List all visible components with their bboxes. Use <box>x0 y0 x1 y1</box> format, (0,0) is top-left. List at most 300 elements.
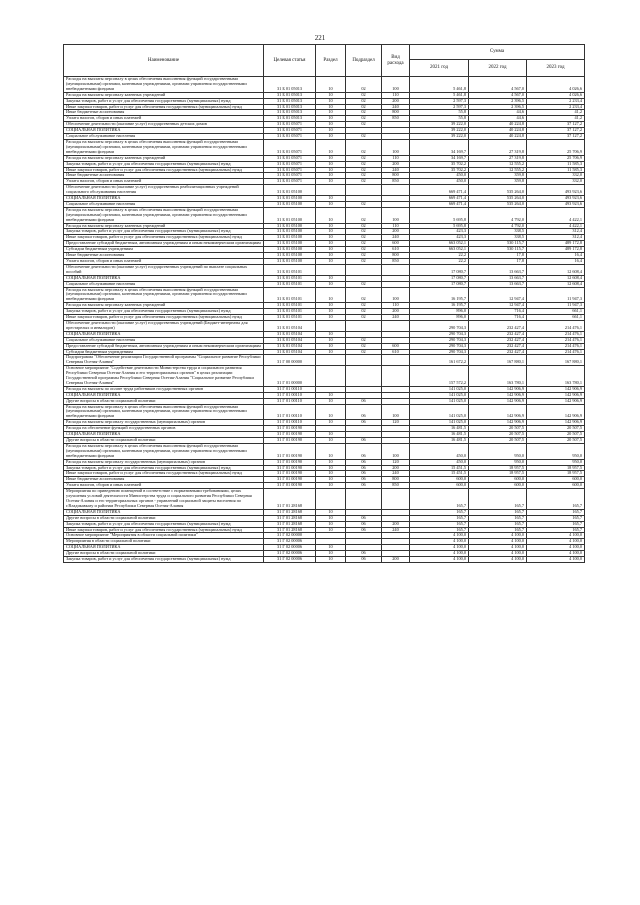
cell-2022: 165,7 <box>469 515 527 521</box>
cell-2021: 165,7 <box>410 527 469 533</box>
header-target: Целевая статья <box>264 45 316 77</box>
cell-subsection: 02 <box>346 201 382 207</box>
cell-2023: 332,0 <box>527 179 585 185</box>
cell-2023: 4 100,0 <box>527 539 585 545</box>
cell-2022: 27 319,8 <box>469 139 527 155</box>
cell-2022: 142 906,9 <box>469 420 527 426</box>
cell-2023: 4 422,1 <box>527 223 585 229</box>
cell-2022: 165,7 <box>469 509 527 515</box>
cell-name: Расходы на выплаты по оплате труда работников государственных органов <box>64 386 264 392</box>
cell-2021: 423,3 <box>410 235 469 241</box>
cell-target: 31 Г 02 00000 <box>264 533 316 539</box>
cell-target: 31 Б 01 05101 <box>264 264 316 275</box>
cell-2023: 12 608,4 <box>527 264 585 275</box>
cell-name: СОЦИАЛЬНАЯ ПОЛИТИКА <box>64 128 264 134</box>
cell-target: 31 Б 01 05100 <box>264 259 316 265</box>
cell-subsection: 02 <box>346 134 382 140</box>
cell-subsection: 02 <box>346 173 382 179</box>
cell-subsection: 06 <box>346 404 382 420</box>
cell-2022: 2 396,5 <box>469 104 527 110</box>
cell-expense-type: 800 <box>382 110 410 116</box>
cell-subsection: 02 <box>346 104 382 110</box>
cell-2021: 5 695,8 <box>410 207 469 223</box>
cell-target: 31 Б 01 05071 <box>264 139 316 155</box>
cell-section: 10 <box>316 392 346 398</box>
cell-target: 31 Б 01 05101 <box>264 287 316 303</box>
cell-2023: 20 507,5 <box>527 432 585 438</box>
cell-target: 31 Г 01 00110 <box>264 386 316 392</box>
cell-expense-type: 240 <box>382 167 410 173</box>
cell-2023: 214 476,1 <box>527 320 585 331</box>
cell-section: 10 <box>316 551 346 557</box>
cell-2022: 530 115,7 <box>469 247 527 253</box>
page-number: 221 <box>314 34 326 42</box>
cell-2022: 163 780,1 <box>469 366 527 387</box>
cell-name: Закупка товаров, работ и услуг для обеспечения государственных (муниципальных) нужд <box>64 229 264 235</box>
cell-target: 31 Б 01 05100 <box>264 223 316 229</box>
cell-target: 31 Г 01 00190 <box>264 443 316 459</box>
cell-name: Расходы на выплаты персоналу в целях обеспечения выполнения функций государственными (муниципальными) органами, казенными учреждениями, органами управления государственными внебюджетными фондами <box>64 404 264 420</box>
cell-2021: 450,0 <box>410 173 469 179</box>
cell-2021: 157 572,2 <box>410 366 469 387</box>
cell-section: 10 <box>316 509 346 515</box>
cell-2022: 165,7 <box>469 527 527 533</box>
cell-2022: 4 100,0 <box>469 533 527 539</box>
cell-expense-type: 610 <box>382 349 410 355</box>
cell-2022: 20 507,5 <box>469 426 527 432</box>
cell-2021: 450,0 <box>410 459 469 465</box>
cell-name: Подпрограмма "Обеспечение реализации Государственной программы "Социальное развитие Республики Северная Осетия-Алания" <box>64 355 264 366</box>
table-row <box>64 207 585 223</box>
cell-2022: 40 224,8 <box>469 122 527 128</box>
cell-2023: 165,7 <box>527 515 585 521</box>
cell-name: Закупка товаров, работ и услуг для обеспечения государственных (муниципальных) нужд <box>64 98 264 104</box>
cell-2021: 669 471,4 <box>410 196 469 202</box>
cell-2023: 493 923,6 <box>527 185 585 196</box>
cell-2022: 17,8 <box>469 259 527 265</box>
cell-name: Основное мероприятие "Содействие деятельности Министерства труда и социального развития Республики Северная Осетия-Алания и его территориальных органов" в целях реализации Государственной программы Республики Северная Осетия-Алания "Социальное развитие Республики Северная Осетия-Алания" <box>64 366 264 387</box>
cell-section: 10 <box>316 398 346 404</box>
cell-subsection: 02 <box>346 179 382 185</box>
cell-target: 31 Б 01 05101 <box>264 281 316 287</box>
table-row <box>64 443 585 459</box>
cell-2021: 669 471,4 <box>410 201 469 207</box>
cell-2022: 40 224,8 <box>469 134 527 140</box>
cell-name: Расходы на выплаты персоналу в целях обеспечения выполнения функций государственными (муниципальными) органами, казенными учреждениями, органами управления государственными внебюджетными фондами <box>64 207 264 223</box>
table-body <box>64 77 585 563</box>
cell-subsection: 02 <box>346 167 382 173</box>
table-row <box>64 320 585 331</box>
cell-section: 10 <box>316 139 346 155</box>
cell-section: 10 <box>316 92 346 98</box>
cell-2021: 896,0 <box>410 315 469 321</box>
cell-target: 31 Б 01 05100 <box>264 229 316 235</box>
cell-section <box>316 489 346 510</box>
cell-expense-type: 240 <box>382 315 410 321</box>
cell-section: 10 <box>316 315 346 321</box>
cell-2021: 2 597,3 <box>410 104 469 110</box>
cell-expense-type: 240 <box>382 471 410 477</box>
cell-target: 31 Б 01 05100 <box>264 185 316 196</box>
cell-2023: 16,4 <box>527 253 585 259</box>
cell-2023: 18 957,5 <box>527 465 585 471</box>
cell-2021: 5 461,8 <box>410 77 469 93</box>
cell-target: 31 Б 01 05100 <box>264 253 316 259</box>
cell-target: 31 Б 01 05013 <box>264 77 316 93</box>
cell-subsection: 02 <box>346 253 382 259</box>
cell-2023: 37 127,2 <box>527 134 585 140</box>
cell-subsection: 02 <box>346 337 382 343</box>
cell-2021: 165,7 <box>410 515 469 521</box>
cell-2021: 17 080,7 <box>410 281 469 287</box>
cell-target: 31 Б 01 05071 <box>264 122 316 128</box>
cell-subsection: 02 <box>346 122 382 128</box>
cell-2021: 16 481,5 <box>410 426 469 432</box>
cell-subsection: 02 <box>346 247 382 253</box>
cell-2021: 22,2 <box>410 253 469 259</box>
cell-2021: 17 080,7 <box>410 264 469 275</box>
cell-target: 31 Б 01 05104 <box>264 349 316 355</box>
cell-name: СОЦИАЛЬНАЯ ПОЛИТИКА <box>64 275 264 281</box>
cell-expense-type: 850 <box>382 259 410 265</box>
cell-2021: 896,0 <box>410 309 469 315</box>
cell-2022: 232 427,4 <box>469 337 527 343</box>
cell-2023: 41,2 <box>527 116 585 122</box>
cell-expense-type: 100 <box>382 207 410 223</box>
cell-section: 10 <box>316 303 346 309</box>
table-row <box>64 77 585 93</box>
cell-expense-type: 850 <box>382 179 410 185</box>
cell-subsection: 02 <box>346 281 382 287</box>
cell-2021: 16 195,7 <box>410 287 469 303</box>
table-row <box>64 139 585 155</box>
cell-name: Расходы на выплаты персоналу казенных учреждений <box>64 92 264 98</box>
cell-2021: 161 672,2 <box>410 355 469 366</box>
cell-2021: 4 100,0 <box>410 557 469 563</box>
cell-2022: 338,5 <box>469 229 527 235</box>
cell-target: 31 Б 01 05071 <box>264 128 316 134</box>
cell-2021: 165,7 <box>410 509 469 515</box>
cell-name: Другие вопросы в области социальной политики <box>64 551 264 557</box>
cell-section: 10 <box>316 247 346 253</box>
cell-name: СОЦИАЛЬНАЯ ПОЛИТИКА <box>64 196 264 202</box>
cell-2021: 165,7 <box>410 521 469 527</box>
table-row <box>64 489 585 510</box>
cell-target: 31 Г 01 00190 <box>264 483 316 489</box>
cell-subsection: 06 <box>346 515 382 521</box>
cell-target: 31 Г 01 00190 <box>264 438 316 444</box>
cell-section: 10 <box>316 459 346 465</box>
cell-section: 10 <box>316 155 346 161</box>
cell-expense-type: 110 <box>382 303 410 309</box>
cell-section: 10 <box>316 77 346 93</box>
cell-2021: 55,8 <box>410 116 469 122</box>
cell-2022: 4 100,0 <box>469 557 527 563</box>
cell-subsection <box>346 185 382 196</box>
cell-2023: 142 906,9 <box>527 398 585 404</box>
cell-section <box>316 185 346 196</box>
cell-2021: 16 481,5 <box>410 432 469 438</box>
cell-section: 10 <box>316 443 346 459</box>
cell-section: 10 <box>316 167 346 173</box>
cell-subsection: 02 <box>346 161 382 167</box>
cell-2022: 18 957,5 <box>469 465 527 471</box>
cell-2021: 39 222,0 <box>410 128 469 134</box>
cell-2023: 4 100,0 <box>527 545 585 551</box>
cell-2022: 142 906,9 <box>469 404 527 420</box>
cell-expense-type: 100 <box>382 287 410 303</box>
cell-2022: 535 264,0 <box>469 201 527 207</box>
cell-target: 31 Б 01 05100 <box>264 235 316 241</box>
cell-target: 31 Г 01 00000 <box>264 366 316 387</box>
cell-subsection: 02 <box>346 110 382 116</box>
cell-2023: 4 026,6 <box>527 77 585 93</box>
cell-target: 31 Б 01 05100 <box>264 201 316 207</box>
cell-subsection: 06 <box>346 438 382 444</box>
cell-subsection <box>346 489 382 510</box>
cell-2021: 39 222,0 <box>410 122 469 128</box>
cell-name: Расходы на выплаты персоналу казенных учреждений <box>64 155 264 161</box>
cell-2023: 312,4 <box>527 229 585 235</box>
cell-section: 10 <box>316 545 346 551</box>
cell-2022: 359,8 <box>469 173 527 179</box>
cell-expense-type: 850 <box>382 116 410 122</box>
cell-section: 10 <box>316 122 346 128</box>
cell-subsection: 02 <box>346 77 382 93</box>
table-row <box>64 557 585 563</box>
cell-2022: 716,4 <box>469 315 527 321</box>
cell-2021: 17 080,7 <box>410 275 469 281</box>
cell-subsection: 06 <box>346 443 382 459</box>
cell-expense-type: 100 <box>382 443 410 459</box>
cell-target: 31 Б 01 05013 <box>264 98 316 104</box>
cell-subsection: 06 <box>346 420 382 426</box>
cell-2023: 25 706,9 <box>527 155 585 161</box>
table-header <box>64 45 585 77</box>
cell-expense-type: 240 <box>382 527 410 533</box>
cell-2022: 950,0 <box>469 443 527 459</box>
cell-2021: 165,7 <box>410 489 469 510</box>
cell-2023: 167 880,1 <box>527 355 585 366</box>
cell-2021: 450,0 <box>410 179 469 185</box>
cell-subsection <box>346 355 382 366</box>
header-2023: 2023 год <box>527 60 585 77</box>
cell-expense-type: 600 <box>382 343 410 349</box>
cell-2023: 11 947,3 <box>527 303 585 309</box>
cell-target: 31 Б 01 05101 <box>264 303 316 309</box>
cell-2023: 950,0 <box>527 443 585 459</box>
cell-2023: 11 947,3 <box>527 287 585 303</box>
cell-target: 31 Г 01 00190 <box>264 432 316 438</box>
cell-2023: 41,2 <box>527 110 585 116</box>
cell-2023: 12 608,4 <box>527 275 585 281</box>
cell-2022: 44,6 <box>469 110 527 116</box>
cell-name: Уплата налогов, сборов и иных платежей <box>64 179 264 185</box>
cell-name: Иные бюджетные ассигнования <box>64 173 264 179</box>
cell-2023: 142 906,9 <box>527 420 585 426</box>
cell-name: Иные закупки товаров, работ и услуг для обеспечения государственных (муниципальных) нужд <box>64 235 264 241</box>
cell-2022: 530 115,7 <box>469 241 527 247</box>
cell-2023: 4 100,0 <box>527 551 585 557</box>
cell-target: 31 Б 01 05071 <box>264 179 316 185</box>
cell-section: 10 <box>316 116 346 122</box>
cell-2023: 493 923,6 <box>527 201 585 207</box>
cell-2023: 214 476,1 <box>527 343 585 349</box>
cell-2021: 290 704,3 <box>410 349 469 355</box>
cell-2023: 142 906,9 <box>527 392 585 398</box>
cell-name: Расходы на выплаты персоналу казенных учреждений <box>64 223 264 229</box>
cell-subsection: 02 <box>346 315 382 321</box>
cell-expense-type <box>382 489 410 510</box>
cell-name: Иные закупки товаров, работ и услуг для обеспечения государственных (муниципальных) нужд <box>64 315 264 321</box>
cell-target: 31 Г 01 00190 <box>264 459 316 465</box>
cell-expense-type: 610 <box>382 247 410 253</box>
header-2021: 2021 год <box>410 60 469 77</box>
cell-section: 10 <box>316 110 346 116</box>
cell-subsection: 02 <box>346 116 382 122</box>
cell-2021: 5 695,8 <box>410 223 469 229</box>
cell-target: 31 Б 01 05100 <box>264 207 316 223</box>
cell-subsection: 02 <box>346 259 382 265</box>
cell-2023: 11 585,3 <box>527 167 585 173</box>
cell-name: Обеспечение деятельности (оказание услуг) государственных учреждений (Бюджет-интернаты для престарелых и инвалидов) <box>64 320 264 331</box>
cell-section: 10 <box>316 557 346 563</box>
cell-2023: 950,0 <box>527 459 585 465</box>
cell-name: Обеспечение деятельности (оказание услуг) государственных реабилитационных учреждений социального обслуживания населения <box>64 185 264 196</box>
cell-section: 10 <box>316 331 346 337</box>
cell-section: 10 <box>316 483 346 489</box>
cell-2023: 20 507,5 <box>527 438 585 444</box>
cell-2022: 44,6 <box>469 116 527 122</box>
cell-2023: 4 026,6 <box>527 92 585 98</box>
cell-2022: 12 947,4 <box>469 287 527 303</box>
cell-2022: 232 427,4 <box>469 331 527 337</box>
cell-section: 10 <box>316 223 346 229</box>
header-subsection: Подраздел <box>346 45 382 77</box>
cell-name: Иные бюджетные ассигнования <box>64 253 264 259</box>
cell-target: 31 Б 01 05013 <box>264 110 316 116</box>
cell-target: 31 Г 01 00190 <box>264 426 316 432</box>
cell-2022: 142 906,9 <box>469 392 527 398</box>
cell-section: 10 <box>316 515 346 521</box>
cell-section: 10 <box>316 465 346 471</box>
cell-section <box>316 355 346 366</box>
cell-section <box>316 320 346 331</box>
cell-name: Другие вопросы в области социальной политики <box>64 398 264 404</box>
cell-target: 31 Б 01 05104 <box>264 337 316 343</box>
cell-2022: 232 427,4 <box>469 349 527 355</box>
cell-name: Уплата налогов, сборов и иных платежей <box>64 259 264 265</box>
cell-2021: 4 100,0 <box>410 539 469 545</box>
cell-name: Расходы на выплаты персоналу в целях обеспечения выполнения функций государственными (муниципальными) органами, казенными учреждениями, органами управления государственными внебюджетными фондами <box>64 443 264 459</box>
cell-2021: 290 704,3 <box>410 320 469 331</box>
cell-2021: 669 471,4 <box>410 185 469 196</box>
cell-subsection: 02 <box>346 309 382 315</box>
cell-2022: 165,7 <box>469 489 527 510</box>
cell-2022: 4 567,0 <box>469 77 527 93</box>
cell-expense-type: 200 <box>382 161 410 167</box>
cell-section: 10 <box>316 259 346 265</box>
cell-expense-type: 120 <box>382 459 410 465</box>
cell-subsection: 06 <box>346 551 382 557</box>
cell-section: 10 <box>316 471 346 477</box>
cell-target: 31 Г 00 00000 <box>264 355 316 366</box>
cell-2022: 18 957,5 <box>469 471 527 477</box>
cell-name: Социальное обслуживание населения <box>64 201 264 207</box>
cell-name: СОЦИАЛЬНАЯ ПОЛИТИКА <box>64 392 264 398</box>
cell-target: 31 Б 01 05100 <box>264 241 316 247</box>
cell-expense-type: 800 <box>382 253 410 259</box>
cell-subsection <box>346 264 382 275</box>
cell-name: СОЦИАЛЬНАЯ ПОЛИТИКА <box>64 331 264 337</box>
cell-expense-type: 240 <box>382 235 410 241</box>
cell-name: Иные закупки товаров, работ и услуг для обеспечения государственных (муниципальных) нужд <box>64 167 264 173</box>
cell-target: 31 Г 01 28168 <box>264 521 316 527</box>
cell-subsection: 02 <box>346 98 382 104</box>
cell-2022: 12 947,4 <box>469 303 527 309</box>
cell-2021: 423,3 <box>410 229 469 235</box>
cell-2023: 214 476,1 <box>527 331 585 337</box>
cell-section: 10 <box>316 207 346 223</box>
cell-subsection: 06 <box>346 521 382 527</box>
cell-section: 10 <box>316 343 346 349</box>
cell-2022: 12 555,2 <box>469 167 527 173</box>
cell-name: Закупка товаров, работ и услуг для обеспечения государственных (муниципальных) нужд <box>64 161 264 167</box>
cell-2022: 535 264,0 <box>469 185 527 196</box>
cell-2023: 600,0 <box>527 483 585 489</box>
cell-2021: 450,0 <box>410 443 469 459</box>
cell-2022: 142 906,9 <box>469 386 527 392</box>
cell-section: 10 <box>316 201 346 207</box>
cell-section: 10 <box>316 179 346 185</box>
cell-2021: 600,0 <box>410 483 469 489</box>
cell-section: 10 <box>316 229 346 235</box>
cell-expense-type: 240 <box>382 104 410 110</box>
cell-subsection: 02 <box>346 139 382 155</box>
cell-name: Другие вопросы в области социальной политики <box>64 438 264 444</box>
cell-name: Уплата налогов, сборов и иных платежей <box>64 483 264 489</box>
cell-2023: 661,1 <box>527 309 585 315</box>
cell-name: Социальное обслуживание населения <box>64 337 264 343</box>
cell-2021: 4 100,0 <box>410 533 469 539</box>
cell-name: Закупка товаров, работ и услуг для обеспечения государственных (муниципальных) нужд <box>64 309 264 315</box>
cell-2022: 600,0 <box>469 483 527 489</box>
cell-section: 10 <box>316 477 346 483</box>
cell-name: Иные закупки товаров, работ и услуг для обеспечения государственных (муниципальных) нужд <box>64 471 264 477</box>
cell-name: Мероприятия по приведению помещений в соответствие с нормативными требованиями, целях улучшения условий деятельности Министерства труда и социального развития Республики Северная Осетия-Алания и его территориальных органов - управлений социальной защиты населения по г.Владикавказу и районам Республики Северная Осетия-Алания <box>64 489 264 510</box>
cell-name: Иные закупки товаров, работ и услуг для обеспечения государственных (муниципальных) нужд <box>64 527 264 533</box>
cell-2021: 22,2 <box>410 259 469 265</box>
cell-2023: 4 100,0 <box>527 557 585 563</box>
cell-target: 31 Б 01 05101 <box>264 275 316 281</box>
cell-target: 31 Б 01 05100 <box>264 247 316 253</box>
header-expense-type: Вид расхода <box>382 45 410 77</box>
cell-subsection: 06 <box>346 483 382 489</box>
cell-subsection <box>346 366 382 387</box>
cell-2021: 2 597,3 <box>410 98 469 104</box>
cell-section: 10 <box>316 196 346 202</box>
cell-name: Основное мероприятие "Мероприятия в области социальной политики" <box>64 533 264 539</box>
cell-name: Расходы на выплаты персоналу в целях обеспечения выполнения функций государственными (муниципальными) органами, казенными учреждениями, органами управления государственными внебюджетными фондами <box>64 287 264 303</box>
cell-expense-type: 110 <box>382 155 410 161</box>
cell-2021: 290 704,3 <box>410 337 469 343</box>
cell-target: 31 Г 01 00190 <box>264 477 316 483</box>
cell-expense-type: 100 <box>382 404 410 420</box>
cell-target: 31 Б 01 05104 <box>264 343 316 349</box>
cell-target: 31 Б 01 05071 <box>264 173 316 179</box>
cell-2022: 2 396,5 <box>469 98 527 104</box>
cell-2023: 165,7 <box>527 509 585 515</box>
